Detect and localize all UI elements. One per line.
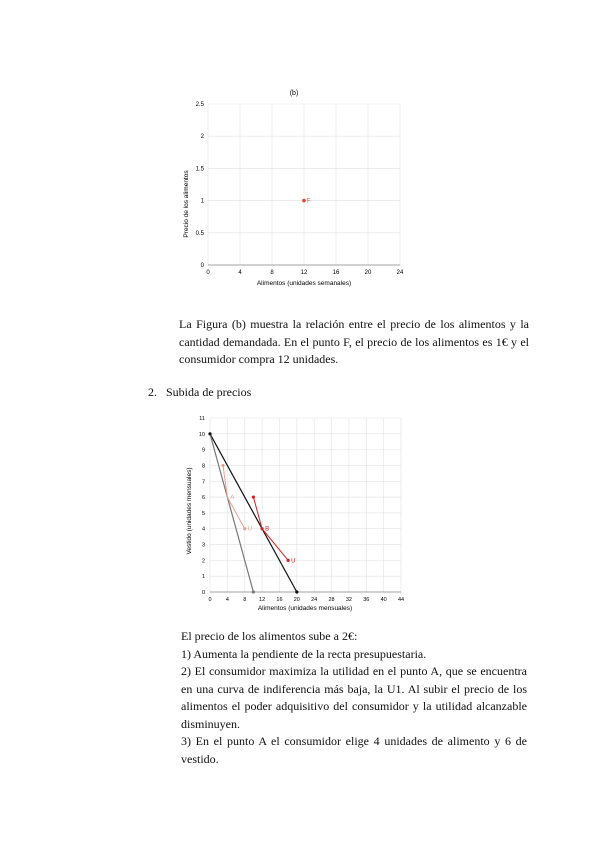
y-tick-label: 2 [201,558,205,565]
x-tick-label: 32 [345,597,352,603]
y-tick-label: 9 [201,447,205,454]
x-tick-label: 8 [270,270,274,276]
y-tick-label: 0 [201,590,205,596]
y-tick-label: 2 [200,134,204,141]
paragraph-text: La Figura (b) muestra la relación entre el precio de los alimentos y la cantidad demandada. En el punto F, el precio de los alimentos es 1€ y el consumidor compra 12 unidades. [179,317,529,366]
x-tick-label: 0 [206,270,210,276]
x-tick-label: 24 [396,270,404,276]
paragraph-line-1: El precio de los alimentos sube a 2€: [181,629,358,643]
y-tick-label: 11 [199,416,205,422]
x-tick-label: 8 [243,597,247,603]
chart1-grid [208,104,400,265]
x-tick-label: 16 [276,597,283,603]
x-tick-label: 28 [328,597,335,603]
point-label: U [291,558,296,565]
chart1-ticks [196,102,404,276]
section-number: 2. [148,385,157,399]
y-tick-label: 7 [201,479,205,486]
x-tick-label: 40 [380,597,387,603]
marker-point [295,590,298,593]
y-tick-label: 3 [201,542,205,549]
x-tick-label: 4 [225,597,229,603]
chart1-y-label: Precio de los alimentos [183,170,190,238]
marker-point [208,432,211,435]
chart1-points [302,199,311,205]
point-f [302,199,306,203]
budget-line-chart [180,408,412,618]
y-tick-label: 8 [201,463,205,470]
chart1-title: (b) [289,90,299,97]
chart2-grid [210,418,401,592]
section-title: Subida de precios [166,385,252,399]
x-tick-label: 44 [397,597,405,603]
marker-point [260,527,263,530]
chart2-y-label: Vestido (unidades mensuales) [186,467,193,555]
paragraph-line-2: 1) Aumenta la pendiente de la recta presupuestaria. [181,646,427,661]
x-tick-label: 0 [208,597,212,603]
x-tick-label: 20 [364,270,372,276]
price-demand-chart [170,80,410,295]
marker-point [243,527,246,530]
chart1-x-label: Alimentos (unidades semanales) [256,280,352,287]
chart2-ticks [199,416,404,603]
paragraph-line-4: 3) En el punto A el consumidor elige 4 unidades de alimento y 6 de vestido. [181,734,527,766]
y-tick-label: 1 [201,574,205,581]
y-tick-label: 2.5 [195,102,204,108]
point-label: F [307,198,311,205]
x-tick-label: 12 [259,597,266,603]
chart2-x-label: Alimentos (unidades mensuales) [257,605,353,612]
point-label: B [265,526,270,533]
x-tick-label: 24 [311,597,318,603]
y-tick-label: 6 [201,495,205,502]
x-tick-label: 20 [293,597,300,603]
paragraph-line-3: 2) El consumidor maximiza la utilidad en el punto A, que se encuentra en una curva de indiferencia más baja, la U1. Al subir el precio de los alimentos el poder adquisitivo del consumidor y la utilidad alcanzable disminuyen. [181,664,527,731]
x-tick-label: 36 [363,597,370,603]
y-tick-label: 10 [198,431,205,438]
marker-point [252,495,255,498]
x-tick-label: 12 [300,270,308,276]
y-tick-label: 1 [200,198,204,205]
y-tick-label: 0 [200,263,204,269]
section-heading [148,385,251,400]
marker-point [287,559,290,562]
point-label: U [247,526,253,533]
paragraph-price-increase [181,628,527,768]
point-label: A [230,495,235,502]
marker-point [252,590,255,593]
x-tick-label: 16 [332,270,340,276]
paragraph-figure-b [179,316,529,369]
y-tick-label: 5 [201,510,205,517]
y-tick-label: 0.5 [195,230,204,237]
y-tick-label: 4 [201,526,205,533]
x-tick-label: 4 [238,270,242,276]
y-tick-label: 1.5 [195,166,204,173]
marker-point [221,464,224,467]
